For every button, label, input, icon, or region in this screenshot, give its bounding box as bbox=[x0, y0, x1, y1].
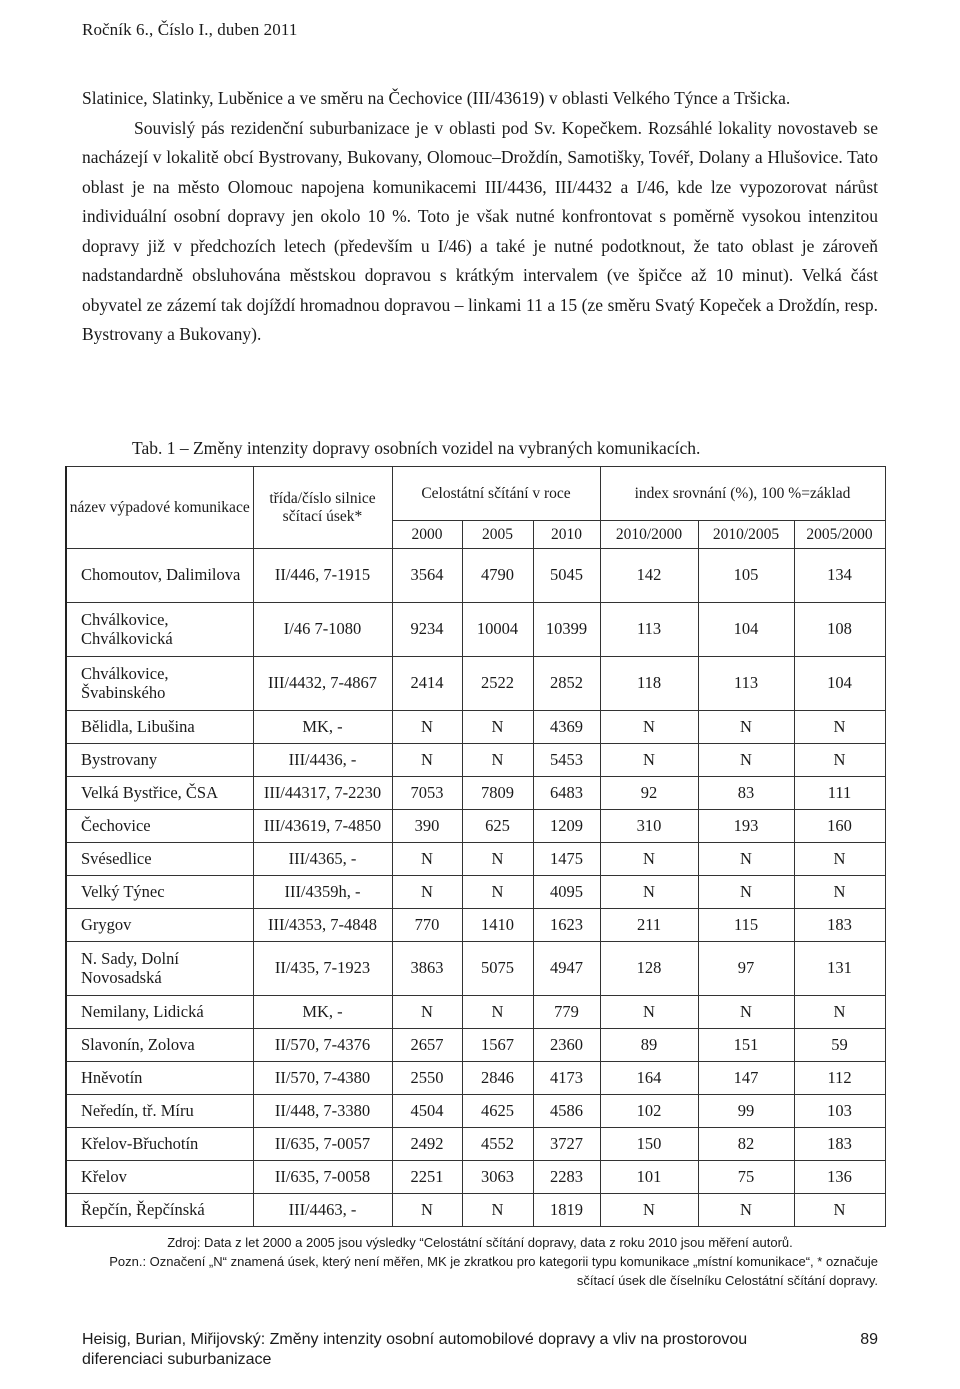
cell-value: 2492 bbox=[392, 1128, 462, 1161]
table-row bbox=[66, 1095, 885, 1128]
cell-value: 4790 bbox=[462, 549, 533, 603]
cell-value: 3863 bbox=[392, 942, 462, 996]
table-row bbox=[66, 1029, 885, 1062]
cell-road-class: III/4432, 7-4867 bbox=[253, 657, 392, 711]
cell-value: 104 bbox=[794, 657, 885, 711]
cell-value: N bbox=[600, 876, 698, 909]
cell-value: 113 bbox=[698, 657, 794, 711]
cell-value: N bbox=[600, 744, 698, 777]
cell-road-class: I/46 7-1080 bbox=[253, 603, 392, 657]
cell-value: 310 bbox=[600, 810, 698, 843]
cell-value: 183 bbox=[794, 1128, 885, 1161]
cell-value: 115 bbox=[698, 909, 794, 942]
header-year: 2005 bbox=[462, 521, 533, 549]
cell-value: 193 bbox=[698, 810, 794, 843]
cell-value: 9234 bbox=[392, 603, 462, 657]
cell-value: N bbox=[600, 843, 698, 876]
cell-value: 4173 bbox=[533, 1062, 600, 1095]
cell-value: 112 bbox=[794, 1062, 885, 1095]
cell-value: 2852 bbox=[533, 657, 600, 711]
cell-value: N bbox=[794, 876, 885, 909]
paragraph-1: Slatinice, Slatinky, Luběnice a ve směru na Čechovice (III/43619) v oblasti Velkého Týnce a Tršicka. bbox=[82, 88, 791, 108]
cell-value: N bbox=[600, 1194, 698, 1227]
cell-value: 113 bbox=[600, 603, 698, 657]
table-row bbox=[66, 1062, 885, 1095]
cell-value: 183 bbox=[794, 909, 885, 942]
cell-value: N bbox=[462, 1194, 533, 1227]
cell-road-name: Nemilany, Lidická bbox=[66, 996, 253, 1029]
cell-value: 211 bbox=[600, 909, 698, 942]
cell-road-class: III/4359h, - bbox=[253, 876, 392, 909]
cell-value: 3063 bbox=[462, 1161, 533, 1194]
table-row bbox=[66, 1161, 885, 1194]
table-row bbox=[66, 744, 885, 777]
table-row bbox=[66, 810, 885, 843]
cell-value: 97 bbox=[698, 942, 794, 996]
table-row bbox=[66, 876, 885, 909]
cell-road-name: Bystrovany bbox=[66, 744, 253, 777]
cell-value: N bbox=[392, 876, 462, 909]
cell-value: N bbox=[794, 711, 885, 744]
header-year: 2000 bbox=[392, 521, 462, 549]
cell-road-class: III/4365, - bbox=[253, 843, 392, 876]
cell-value: 142 bbox=[600, 549, 698, 603]
cell-value: 1623 bbox=[533, 909, 600, 942]
table-body bbox=[66, 549, 885, 1227]
cell-road-class: III/4353, 7-4848 bbox=[253, 909, 392, 942]
cell-road-class: II/446, 7-1915 bbox=[253, 549, 392, 603]
cell-road-name: Chválkovice, Chválkovická bbox=[66, 603, 253, 657]
cell-road-name: N. Sady, Dolní Novosadská bbox=[66, 942, 253, 996]
cell-value: 134 bbox=[794, 549, 885, 603]
cell-road-name: Grygov bbox=[66, 909, 253, 942]
cell-value: 10004 bbox=[462, 603, 533, 657]
cell-value: N bbox=[600, 711, 698, 744]
cell-value: 2657 bbox=[392, 1029, 462, 1062]
cell-value: 1410 bbox=[462, 909, 533, 942]
cell-value: 4095 bbox=[533, 876, 600, 909]
cell-value: 147 bbox=[698, 1062, 794, 1095]
cell-road-class: II/570, 7-4380 bbox=[253, 1062, 392, 1095]
table-row bbox=[66, 909, 885, 942]
cell-value: 104 bbox=[698, 603, 794, 657]
cell-value: 4504 bbox=[392, 1095, 462, 1128]
cell-value: 2550 bbox=[392, 1062, 462, 1095]
cell-road-name: Křelov-Břuchotín bbox=[66, 1128, 253, 1161]
cell-road-class: II/448, 7-3380 bbox=[253, 1095, 392, 1128]
cell-road-name: Bělidla, Libušina bbox=[66, 711, 253, 744]
cell-road-name: Svésedlice bbox=[66, 843, 253, 876]
cell-road-class: III/4436, - bbox=[253, 744, 392, 777]
cell-value: 390 bbox=[392, 810, 462, 843]
header-census: Celostátní sčítání v roce bbox=[392, 467, 600, 521]
cell-value: N bbox=[462, 843, 533, 876]
cell-road-class: II/570, 7-4376 bbox=[253, 1029, 392, 1062]
table-row bbox=[66, 777, 885, 810]
cell-value: 7053 bbox=[392, 777, 462, 810]
cell-value: 136 bbox=[794, 1161, 885, 1194]
table-row bbox=[66, 603, 885, 657]
cell-value: 6483 bbox=[533, 777, 600, 810]
cell-value: N bbox=[698, 843, 794, 876]
cell-road-name: Slavonín, Zolova bbox=[66, 1029, 253, 1062]
table-caption: Tab. 1 – Změny intenzity dopravy osobních vozidel na vybraných komunikacích. bbox=[132, 438, 701, 458]
cell-value: 4552 bbox=[462, 1128, 533, 1161]
cell-value: N bbox=[794, 744, 885, 777]
cell-value: 59 bbox=[794, 1029, 885, 1062]
table-row bbox=[66, 843, 885, 876]
cell-value: 5075 bbox=[462, 942, 533, 996]
cell-value: 2846 bbox=[462, 1062, 533, 1095]
cell-value: 164 bbox=[600, 1062, 698, 1095]
cell-road-class: II/435, 7-1923 bbox=[253, 942, 392, 996]
table-row bbox=[66, 549, 885, 603]
table-row bbox=[66, 996, 885, 1029]
abbreviation-note: Pozn.: Označení „N“ znamená úsek, který není měřen, MK je zkratkou pro kategorii typu komunikace „místní komunikace“, * označuje sčítací úsek dle číselníku Celostátní sčítání dopravy. bbox=[109, 1254, 878, 1288]
cell-value: N bbox=[392, 744, 462, 777]
cell-value: N bbox=[600, 996, 698, 1029]
cell-value: N bbox=[698, 876, 794, 909]
cell-value: 10399 bbox=[533, 603, 600, 657]
cell-value: N bbox=[462, 996, 533, 1029]
cell-value: 1567 bbox=[462, 1029, 533, 1062]
cell-value: 4947 bbox=[533, 942, 600, 996]
cell-road-name: Velký Týnec bbox=[66, 876, 253, 909]
paragraph-2: Souvislý pás rezidenční suburbanizace je v oblasti pod Sv. Kopečkem. Rozsáhlé lokality novostaveb se nacházejí v lokalitě obcí Bystrovany, Bukovany, Olomouc–Droždín, Samotišky, Tovéř, Dolany a Hlušovice. Tato oblast je na město Olomouc napojena komunikacemi III/4436, III/4432 a I/46, kde lze vypozorovat nárůst individuální osobní dopravy jen okolo 10 %. Toto je však nutné konfrontovat s poměrně vysokou intenzitou dopravy již v předchozích letech (především u I/46) a také je nutné podotknout, že tato oblast je zároveň nadstandardně obsluhována městskou dopravou s krátkým intervalem (ve špičce až 10 minut). Velká část obyvatel ze zázemí tak dojíždí hromadnou dopravou – linkami 11 a 15 (ze směru Svatý Kopeček a Droždín, resp. Bystrovany a Bukovany). bbox=[82, 117, 878, 344]
cell-value: 92 bbox=[600, 777, 698, 810]
cell-road-name: Křelov bbox=[66, 1161, 253, 1194]
cell-value: 4625 bbox=[462, 1095, 533, 1128]
cell-value: 105 bbox=[698, 549, 794, 603]
cell-value: 75 bbox=[698, 1161, 794, 1194]
running-header: Ročník 6., Číslo I., duben 2011 bbox=[82, 20, 298, 39]
cell-value: N bbox=[462, 876, 533, 909]
cell-value: N bbox=[392, 1194, 462, 1227]
header-index: index srovnání (%), 100 %=základ bbox=[600, 467, 885, 521]
cell-value: 102 bbox=[600, 1095, 698, 1128]
header-ratio: 2010/2000 bbox=[600, 521, 698, 549]
cell-value: 103 bbox=[794, 1095, 885, 1128]
cell-value: 4586 bbox=[533, 1095, 600, 1128]
cell-road-class: MK, - bbox=[253, 996, 392, 1029]
cell-road-name: Chomoutov, Dalimilova bbox=[66, 549, 253, 603]
cell-value: N bbox=[794, 843, 885, 876]
cell-value: 1475 bbox=[533, 843, 600, 876]
cell-road-name: Neředín, tř. Míru bbox=[66, 1095, 253, 1128]
cell-value: 2283 bbox=[533, 1161, 600, 1194]
cell-value: 5045 bbox=[533, 549, 600, 603]
cell-value: 108 bbox=[794, 603, 885, 657]
cell-road-class: III/43619, 7-4850 bbox=[253, 810, 392, 843]
cell-value: 118 bbox=[600, 657, 698, 711]
cell-value: 3727 bbox=[533, 1128, 600, 1161]
cell-value: 7809 bbox=[462, 777, 533, 810]
table-header-row bbox=[66, 467, 885, 521]
table-row bbox=[66, 711, 885, 744]
page-footer bbox=[82, 1330, 878, 1370]
cell-value: 625 bbox=[462, 810, 533, 843]
table-row bbox=[66, 657, 885, 711]
cell-value: 2522 bbox=[462, 657, 533, 711]
cell-value: 2360 bbox=[533, 1029, 600, 1062]
header-ratio: 2005/2000 bbox=[794, 521, 885, 549]
cell-road-name: Čechovice bbox=[66, 810, 253, 843]
header-name: název výpadové komunikace bbox=[66, 467, 253, 549]
cell-value: N bbox=[392, 711, 462, 744]
table-row bbox=[66, 942, 885, 996]
cell-road-name: Řepčín, Řepčínská bbox=[66, 1194, 253, 1227]
cell-road-name: Chválkovice, Švabinského bbox=[66, 657, 253, 711]
cell-value: 1209 bbox=[533, 810, 600, 843]
cell-value: 779 bbox=[533, 996, 600, 1029]
cell-value: 101 bbox=[600, 1161, 698, 1194]
cell-road-name: Velká Bystřice, ČSA bbox=[66, 777, 253, 810]
cell-value: 2414 bbox=[392, 657, 462, 711]
cell-road-class: III/4463, - bbox=[253, 1194, 392, 1227]
cell-road-class: MK, - bbox=[253, 711, 392, 744]
cell-value: 1819 bbox=[533, 1194, 600, 1227]
cell-value: 99 bbox=[698, 1095, 794, 1128]
cell-value: 82 bbox=[698, 1128, 794, 1161]
cell-value: N bbox=[698, 996, 794, 1029]
cell-value: N bbox=[462, 711, 533, 744]
cell-value: 89 bbox=[600, 1029, 698, 1062]
cell-road-class: II/635, 7-0057 bbox=[253, 1128, 392, 1161]
cell-road-name: Hněvotín bbox=[66, 1062, 253, 1095]
cell-value: N bbox=[794, 1194, 885, 1227]
cell-value: 150 bbox=[600, 1128, 698, 1161]
header-ratio: 2010/2005 bbox=[698, 521, 794, 549]
cell-value: 160 bbox=[794, 810, 885, 843]
header-class: třída/číslo silnice sčítací úsek* bbox=[253, 467, 392, 549]
table-notes bbox=[82, 1233, 878, 1290]
cell-value: 4369 bbox=[533, 711, 600, 744]
page-number: 89 bbox=[860, 1331, 878, 1348]
cell-road-class: II/635, 7-0058 bbox=[253, 1161, 392, 1194]
cell-value: 128 bbox=[600, 942, 698, 996]
cell-value: 2251 bbox=[392, 1161, 462, 1194]
cell-value: 3564 bbox=[392, 549, 462, 603]
table-row bbox=[66, 1194, 885, 1227]
source-note: Zdroj: Data z let 2000 a 2005 jsou výsledky “Celostátní sčítání dopravy, data z roku 2010 jsou měření autorů. bbox=[167, 1235, 793, 1250]
cell-value: N bbox=[698, 1194, 794, 1227]
cell-value: N bbox=[462, 744, 533, 777]
cell-road-class: III/44317, 7-2230 bbox=[253, 777, 392, 810]
cell-value: 83 bbox=[698, 777, 794, 810]
cell-value: 5453 bbox=[533, 744, 600, 777]
cell-value: N bbox=[392, 843, 462, 876]
cell-value: N bbox=[698, 744, 794, 777]
table-row bbox=[66, 1128, 885, 1161]
cell-value: 770 bbox=[392, 909, 462, 942]
traffic-table bbox=[65, 466, 886, 1227]
cell-value: N bbox=[392, 996, 462, 1029]
cell-value: N bbox=[794, 996, 885, 1029]
cell-value: 151 bbox=[698, 1029, 794, 1062]
cell-value: 111 bbox=[794, 777, 885, 810]
cell-value: 131 bbox=[794, 942, 885, 996]
cell-value: N bbox=[698, 711, 794, 744]
body-text bbox=[82, 84, 878, 350]
header-year: 2010 bbox=[533, 521, 600, 549]
footer-authors: Heisig, Burian, Miřijovský: Změny intenzity osobní automobilové dopravy a vliv na prostorovou diferenciaci suburbanizace bbox=[82, 1331, 748, 1368]
